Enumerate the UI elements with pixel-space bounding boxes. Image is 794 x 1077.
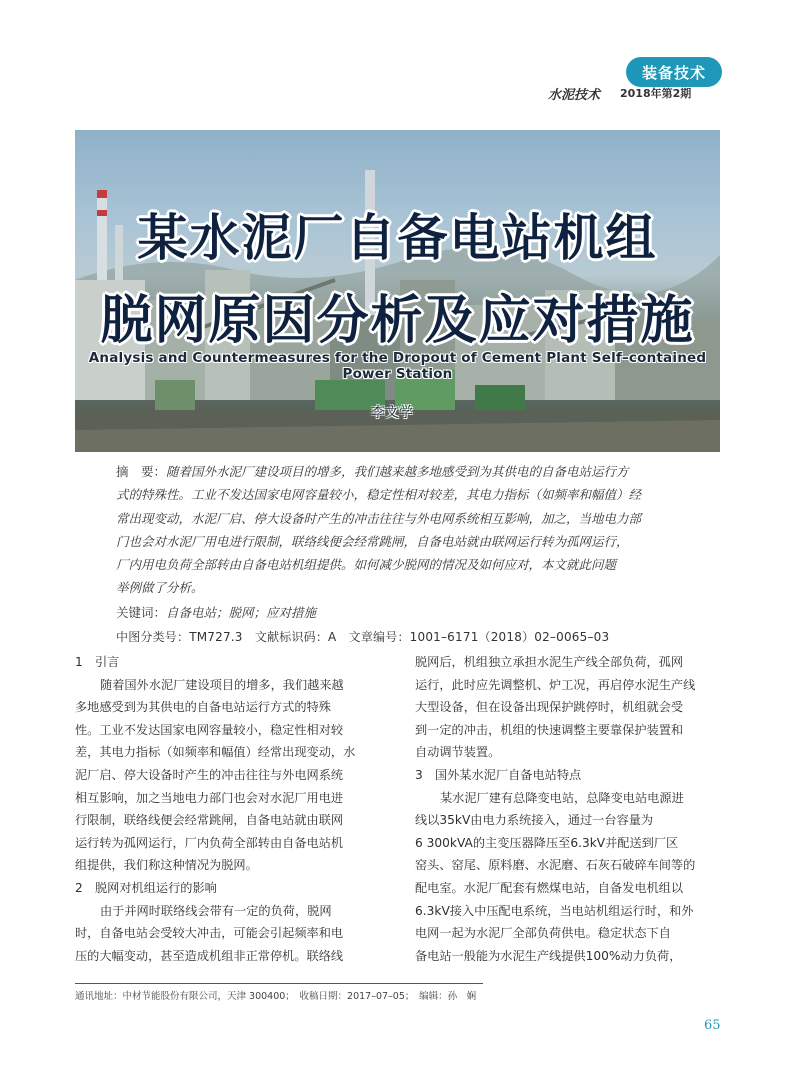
abstract	[116, 460, 686, 600]
section-badge: 装备技术	[626, 57, 722, 87]
body-text-line: 脱网后，机组独立承担水泥生产线全部负荷，孤网	[415, 655, 684, 669]
abstract-line: 厂内用电负荷全部转由自备电站机组提供。如何减少脱网的情况及如何应对，本文就此问题	[116, 557, 617, 573]
body-column-left	[75, 651, 383, 967]
body-text-line: 差，其电力指标（如频率和幅值）经常出现变动，水	[75, 745, 356, 760]
body-text-line: 到一定的冲击，机组的快速调整主要靠保护装置和	[415, 722, 684, 737]
footnote-divider	[75, 983, 483, 984]
abstract-line: 式的特殊性。工业不发达国家电网容量较小，稳定性相对较差，其电力指标（如频率和幅值）经	[116, 487, 642, 503]
body-text-line: 运行转为孤网运行，厂内负荷全部转由自备电站机	[75, 835, 344, 850]
page-number: 65	[704, 1018, 721, 1033]
body-text-line: 多地感受到为其供电的自备电站运行方式的特殊	[75, 700, 331, 715]
body-text-line: 大型设备，但在设备出现保护跳停时，机组就会受	[415, 700, 684, 715]
body-text-line: 由于并网时联络线会带有一定的负荷，脱网	[100, 903, 332, 918]
abstract-label: 摘 要：	[116, 464, 167, 479]
classification: 中图分类号：TM727.3 文献标识码：A 文章编号：1001–6171（2018）02–0065–03	[116, 630, 610, 644]
body-text-line: 行限制，联络线便会经常跳闸，自备电站就由联网	[75, 813, 344, 828]
body-text-line: 组提供，我们称这种情况为脱网。	[75, 858, 258, 873]
english-subtitle: Analysis and Countermeasures for the Dropout of Cement Plant Self–contained Power Station	[88, 350, 707, 382]
body-text-line: 备电站一般能为水泥生产线提供100%动力负荷，	[415, 948, 682, 963]
footnote: 通讯地址：中材节能股份有限公司，天津 300400； 收稿日期：2017–07–05； 编辑：孙 娴	[75, 991, 477, 1002]
body-text-line: 1 引言	[75, 655, 120, 669]
title-banner	[75, 130, 720, 452]
issue-label: 2018年第2期	[620, 87, 692, 100]
abstract-line: 常出现变动，水泥厂启、停大设备时产生的冲击往往与外电网系统相互影响，加之，当地电力部	[116, 510, 642, 526]
body-text-line: 相互影响，加之当地电力部门也会对水泥厂用电进	[75, 790, 344, 805]
title-line-2: 脱网原因分析及应对措施	[100, 291, 695, 351]
abstract-line: 门也会对水泥厂用电进行限制，联络线便会经常跳闸，自备电站就由联网运行转为孤网运行，	[116, 533, 629, 549]
body-text-line: 6.3kV接入中压配电系统，当电站机组运行时，和外	[415, 903, 694, 918]
body-text-line: 窑头、窑尾、原料磨、水泥磨、石灰石破碎车间等的	[415, 858, 696, 873]
body-text-line: 运行，此时应先调整机、炉工况，再启停水泥生产线	[415, 677, 696, 692]
body-text-line: 配电室。水泥厂配套有燃煤电站，自备发电机组以	[415, 880, 684, 895]
body-text-line: 随着国外水泥厂建设项目的增多，我们越来越	[100, 677, 344, 692]
abstract-line-1: 摘 要：随着国外水泥厂建设项目的增多，我们越来越多地感受到为其供电的自备电站运行方	[116, 464, 629, 479]
keywords-text: 自备电站；脱网；应对措施	[166, 605, 317, 620]
body-text-line: 6 300kVA的主变压器降压至6.3kV并配送到厂区	[415, 835, 679, 850]
body-text-line: 压的大幅变动，甚至造成机组非正常停机。联络线	[75, 948, 344, 963]
author: 李文学	[371, 405, 413, 421]
journal-name: 水泥技术	[548, 88, 601, 103]
keywords-label: 关键词：	[116, 605, 167, 620]
body-text-line: 泥厂启、停大设备时产生的冲击往往与外电网系统	[75, 767, 344, 782]
body-text-line: 电网一起为水泥厂全部负荷供电。稳定状态下自	[415, 926, 671, 941]
body-column-right	[415, 651, 723, 967]
body-text-line: 时，自备电站会受较大冲击，可能会引起频率和电	[75, 926, 344, 941]
keywords	[116, 603, 316, 621]
body-text-line: 某水泥厂建有总降变电站，总降变电站电源进	[440, 790, 684, 805]
abstract-line: 举例做了分析。	[116, 580, 204, 596]
body-text-line: 自动调节装置。	[415, 745, 501, 760]
body-text-line: 2 脱网对机组运行的影响	[75, 880, 217, 895]
title-line-1: 某水泥厂自备电站机组	[137, 209, 658, 267]
body-text-line: 3 国外某水泥厂自备电站特点	[415, 767, 582, 782]
body-text-line: 线以35kV由电力系统接入，通过一台容量为	[415, 813, 654, 828]
body-text-line: 性。工业不发达国家电网容量较小，稳定性相对较	[75, 722, 344, 737]
